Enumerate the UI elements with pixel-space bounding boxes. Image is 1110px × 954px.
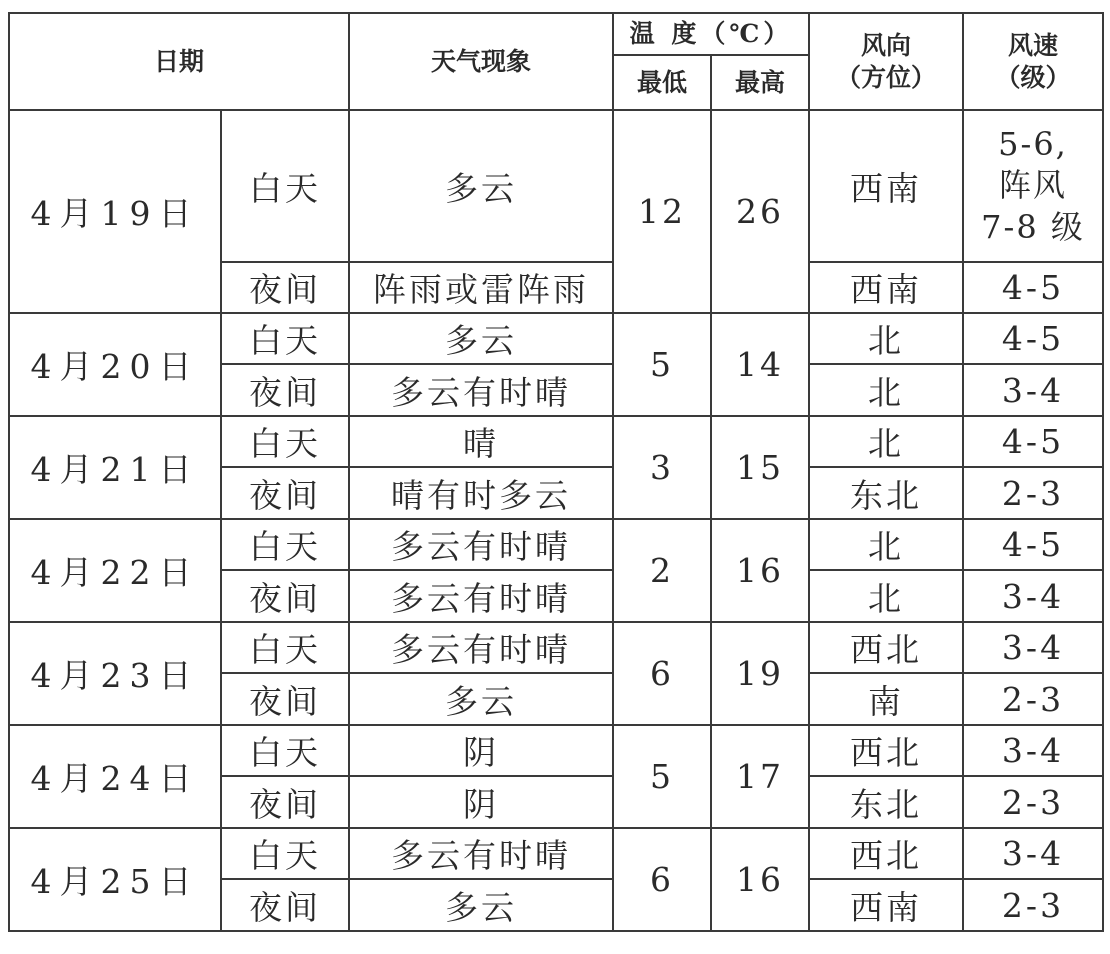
period-cell: 白天 (221, 313, 349, 364)
table-row-day (9, 519, 1103, 570)
period-cell: 白天 (221, 725, 349, 776)
temp-min-cell: 5 (613, 313, 711, 416)
header-weather: 天气现象 (349, 13, 613, 110)
date-cell: 4月22日 (9, 519, 221, 622)
temp-max-cell: 17 (711, 725, 809, 828)
header-wind-speed-label: 风速 (1007, 31, 1058, 61)
date-cell: 4月21日 (9, 416, 221, 519)
wind-direction-cell: 西北 (809, 828, 963, 879)
wind-direction-cell: 北 (809, 519, 963, 570)
period-cell: 夜间 (221, 776, 349, 828)
weather-cell: 多云有时晴 (349, 570, 613, 622)
wind-direction-cell: 南 (809, 673, 963, 725)
wind-speed-cell: 4-5 (963, 313, 1103, 364)
header-wind-speed-unit: （级） (995, 62, 1071, 92)
period-cell: 夜间 (221, 467, 349, 519)
weather-cell: 晴 (349, 416, 613, 467)
wind-speed-cell: 3-4 (963, 622, 1103, 673)
wind-speed-line: 阵风 (998, 166, 1067, 205)
temp-min-cell: 2 (613, 519, 711, 622)
temp-min-cell: 6 (613, 622, 711, 725)
table-row-day (9, 313, 1103, 364)
weather-forecast-table (8, 12, 1104, 932)
weather-cell: 晴有时多云 (349, 467, 613, 519)
header-wind-direction-label: 风向 (860, 31, 911, 61)
table-row-day (9, 416, 1103, 467)
wind-speed-cell (963, 110, 1103, 262)
table-row-day (9, 622, 1103, 673)
header-row-top (9, 13, 1103, 55)
wind-direction-cell: 北 (809, 570, 963, 622)
date-cell: 4月25日 (9, 828, 221, 931)
wind-direction-cell: 北 (809, 313, 963, 364)
period-cell: 白天 (221, 828, 349, 879)
wind-direction-cell: 西北 (809, 622, 963, 673)
period-cell: 夜间 (221, 570, 349, 622)
wind-speed-cell: 4-5 (963, 416, 1103, 467)
wind-direction-cell: 西南 (809, 110, 963, 262)
wind-direction-cell: 东北 (809, 467, 963, 519)
weather-cell: 多云 (349, 110, 613, 262)
wind-direction-cell: 西北 (809, 725, 963, 776)
header-date: 日期 (9, 13, 349, 110)
header-wind-speed (963, 13, 1103, 110)
header-temp-max: 最高 (711, 55, 809, 110)
temp-max-cell: 16 (711, 828, 809, 931)
period-cell: 白天 (221, 416, 349, 467)
wind-speed-cell: 2-3 (963, 776, 1103, 828)
temp-max-cell: 19 (711, 622, 809, 725)
weather-cell: 多云 (349, 313, 613, 364)
wind-speed-cell: 4-5 (963, 262, 1103, 313)
date-cell: 4月20日 (9, 313, 221, 416)
wind-speed-cell: 4-5 (963, 519, 1103, 570)
date-cell: 4月19日 (9, 110, 221, 313)
wind-direction-cell: 北 (809, 364, 963, 416)
header-temperature: 温 度（℃） (613, 13, 809, 55)
wind-speed-cell: 3-4 (963, 725, 1103, 776)
header-wind-direction-unit: （方位） (835, 62, 936, 92)
temp-max-cell: 26 (711, 110, 809, 313)
wind-direction-cell: 西南 (809, 879, 963, 931)
period-cell: 白天 (221, 110, 349, 262)
temp-min-cell: 3 (613, 416, 711, 519)
weather-cell: 多云有时晴 (349, 364, 613, 416)
wind-speed-cell: 2-3 (963, 673, 1103, 725)
period-cell: 白天 (221, 519, 349, 570)
weather-cell: 多云 (349, 879, 613, 931)
temp-min-cell: 5 (613, 725, 711, 828)
weather-cell: 多云有时晴 (349, 622, 613, 673)
weather-cell: 多云 (349, 673, 613, 725)
temp-min-cell: 6 (613, 828, 711, 931)
weather-cell: 多云有时晴 (349, 828, 613, 879)
date-cell: 4月23日 (9, 622, 221, 725)
weather-cell: 阴 (349, 725, 613, 776)
wind-direction-cell: 北 (809, 416, 963, 467)
date-cell: 4月24日 (9, 725, 221, 828)
wind-speed-line: 5-6, (998, 124, 1068, 163)
wind-speed-cell: 2-3 (963, 879, 1103, 931)
temp-max-cell: 14 (711, 313, 809, 416)
temp-max-cell: 15 (711, 416, 809, 519)
wind-speed-cell: 3-4 (963, 364, 1103, 416)
period-cell: 白天 (221, 622, 349, 673)
table-row-day (9, 110, 1103, 262)
period-cell: 夜间 (221, 673, 349, 725)
table-row-day (9, 725, 1103, 776)
period-cell: 夜间 (221, 262, 349, 313)
period-cell: 夜间 (221, 879, 349, 931)
header-wind-direction (809, 13, 963, 110)
weather-cell: 阵雨或雷阵雨 (349, 262, 613, 313)
temp-max-cell: 16 (711, 519, 809, 622)
temp-min-cell: 12 (613, 110, 711, 313)
period-cell: 夜间 (221, 364, 349, 416)
wind-speed-cell: 2-3 (963, 467, 1103, 519)
wind-speed-line: 7-8 级 (981, 207, 1085, 246)
wind-direction-cell: 东北 (809, 776, 963, 828)
weather-cell: 多云有时晴 (349, 519, 613, 570)
wind-speed-cell: 3-4 (963, 828, 1103, 879)
wind-speed-cell: 3-4 (963, 570, 1103, 622)
header-temp-min: 最低 (613, 55, 711, 110)
wind-direction-cell: 西南 (809, 262, 963, 313)
weather-cell: 阴 (349, 776, 613, 828)
table-row-day (9, 828, 1103, 879)
